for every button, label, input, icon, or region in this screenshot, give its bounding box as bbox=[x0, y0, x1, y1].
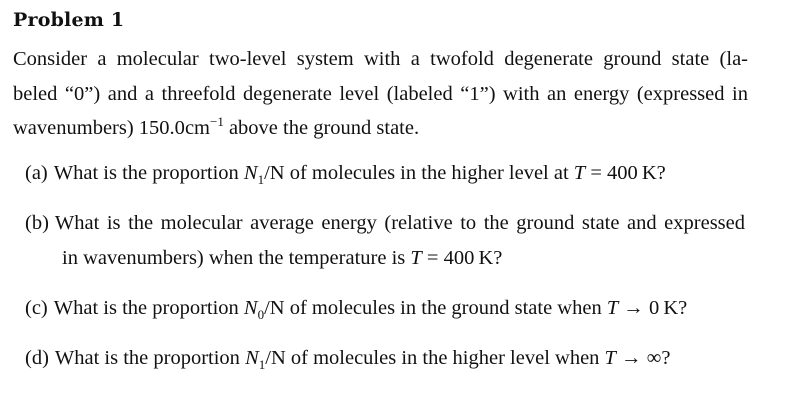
intro-line-3 bbox=[13, 111, 748, 145]
question-a-cond: = 400 K? bbox=[585, 162, 666, 184]
question-a-rest: /N of molecules in the higher level at bbox=[264, 162, 574, 184]
intro-line-2: beled “0”) and a threefold degenerate level (labeled “1”) with an energy (expressed in bbox=[13, 83, 748, 105]
question-b-cond: = 400 K? bbox=[421, 247, 503, 269]
question-c-text: What is the proportion bbox=[53, 297, 244, 319]
question-c-label: (c) bbox=[25, 297, 48, 319]
question-c-sub: 0 bbox=[257, 307, 265, 323]
question-a-var: N bbox=[243, 162, 258, 184]
question-b-label: (b) bbox=[25, 212, 49, 234]
question-d-cond: → ∞? bbox=[615, 347, 671, 369]
question-a-label: (a) bbox=[25, 162, 48, 184]
intro-line-3-prefix: wavenumbers) 150.0 bbox=[13, 117, 185, 139]
question-b-temp-var: T bbox=[410, 247, 422, 269]
intro-line-1: Consider a molecular two-level system with a twofold degenerate ground state (la- bbox=[13, 48, 748, 70]
question-c-temp-var: T bbox=[606, 297, 619, 319]
question-c-cond: → 0 K? bbox=[618, 297, 688, 319]
question-d-text: What is the proportion bbox=[54, 347, 246, 369]
intro-unit-exponent: −1 bbox=[209, 114, 224, 130]
question-b-line-1 bbox=[25, 208, 745, 238]
question-b-text-1: What is the molecular average energy (relative to the ground state and expressed bbox=[54, 212, 745, 234]
question-d-temp-var: T bbox=[604, 347, 616, 369]
question-b-line-2 bbox=[62, 243, 502, 273]
question-d-var: N bbox=[245, 347, 259, 369]
question-b-text-2: in wavenumbers) when the temperature is bbox=[62, 247, 411, 269]
question-d bbox=[25, 343, 670, 373]
question-c-var: N bbox=[243, 297, 258, 319]
question-a-sub: 1 bbox=[257, 172, 265, 188]
question-a-text: What is the proportion bbox=[53, 162, 244, 184]
question-c bbox=[25, 293, 687, 323]
intro-line-3-suffix: above the ground state. bbox=[223, 117, 420, 139]
intro-unit: cm bbox=[184, 117, 210, 139]
question-a bbox=[25, 158, 666, 188]
question-d-sub: 1 bbox=[258, 357, 266, 373]
question-a-temp-var: T bbox=[573, 162, 586, 184]
problem-title: Problem 1 bbox=[13, 9, 125, 31]
question-d-rest: /N of molecules in the higher level when bbox=[265, 347, 605, 369]
question-d-label: (d) bbox=[25, 347, 49, 369]
question-c-rest: /N of molecules in the ground state when bbox=[264, 297, 607, 319]
